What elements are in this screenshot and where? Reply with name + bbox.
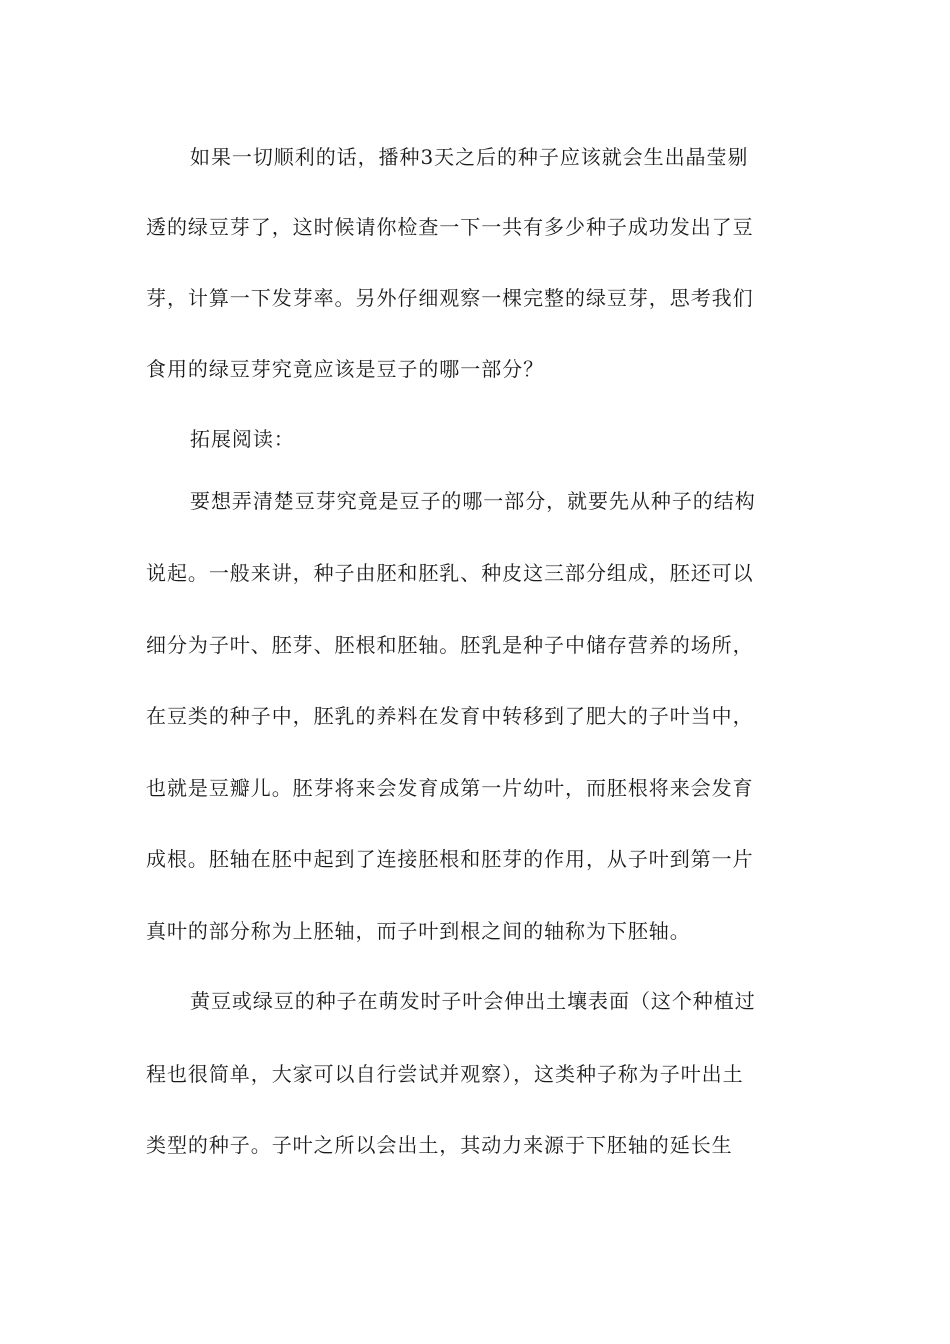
paragraph-line: 也就是豆瓣儿。胚芽将来会发育成第一片幼叶，而胚根将来会发育 (146, 776, 754, 800)
paragraph-line: 要想弄清楚豆芽究竟是豆子的哪一部分，就要先从种子的结构 (190, 489, 756, 513)
paragraph-line: 黄豆或绿豆的种子在萌发时子叶会伸出土壤表面（这个种植过 (190, 989, 756, 1013)
paragraph-line: 细分为子叶、胚芽、胚根和胚轴。胚乳是种子中储存营养的场所， (146, 633, 754, 657)
section-heading: 拓展阅读： (190, 427, 295, 451)
paragraph-line: 透的绿豆芽了，这时候请你检查一下一共有多少种子成功发出了豆 (146, 215, 754, 239)
paragraph-line: 在豆类的种子中，胚乳的养料在发育中转移到了肥大的子叶当中， (146, 704, 754, 728)
paragraph-line: 类型的种子。子叶之所以会出土，其动力来源于下胚轴的延长生 (146, 1133, 733, 1157)
paragraph-line: 说起。一般来讲，种子由胚和胚乳、种皮这三部分组成，胚还可以 (146, 561, 754, 585)
paragraph-line: 食用的绿豆芽究竟应该是豆子的哪一部分？ (146, 357, 545, 381)
paragraph-line: 真叶的部分称为上胚轴，而子叶到根之间的轴称为下胚轴。 (146, 919, 691, 943)
paragraph-line: 程也很简单，大家可以自行尝试并观察），这类种子称为子叶出土 (146, 1062, 744, 1086)
paragraph-line: 芽，计算一下发芽率。另外仔细观察一棵完整的绿豆芽，思考我们 (146, 286, 754, 310)
paragraph-line: 如果一切顺利的话，播种3天之后的种子应该就会生出晶莹剔 (190, 145, 749, 169)
paragraph-line: 成根。胚轴在胚中起到了连接胚根和胚芽的作用，从子叶到第一片 (146, 847, 754, 871)
